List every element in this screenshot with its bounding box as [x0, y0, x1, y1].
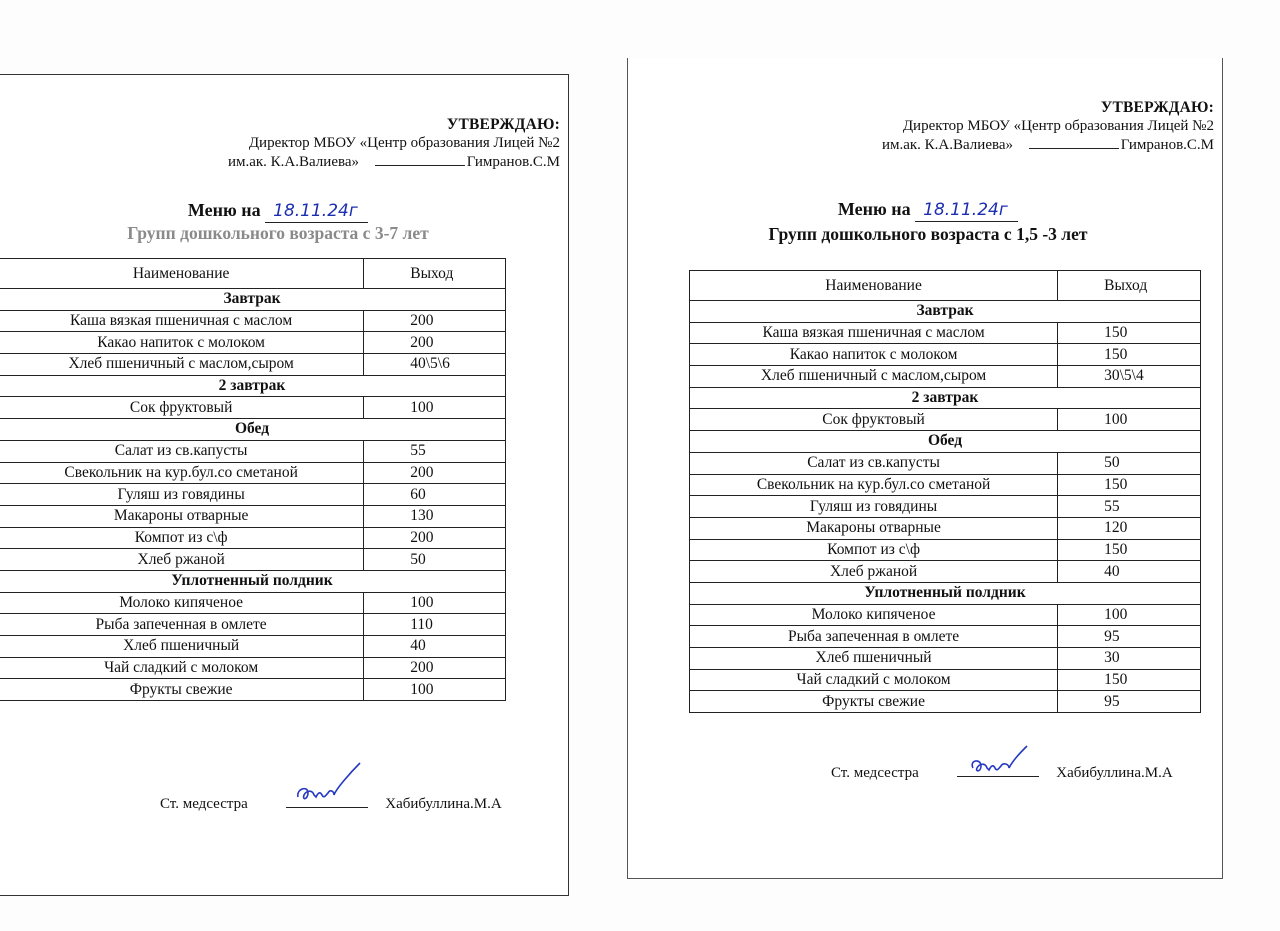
menu-table-body [0, 259, 506, 701]
dish-name: Хлеб пшеничный [0, 636, 364, 658]
dish-name: Макароны отварные [690, 517, 1058, 539]
dish-name: Хлеб пшеничный с маслом,сыром [690, 366, 1058, 388]
table-row [690, 409, 1201, 431]
table-row [0, 549, 506, 571]
dish-name: Молоко кипяченое [690, 604, 1058, 626]
dish-output: 100 [364, 679, 506, 701]
dish-output: 110 [364, 614, 506, 636]
dish-name: Гуляш из говядины [0, 484, 364, 506]
dish-name: Какао напиток с молоком [0, 332, 364, 354]
dish-name: Чай сладкий с молоком [690, 669, 1058, 691]
approval-director-line: Директор МБОУ «Центр образования Лицей №2 [248, 135, 560, 151]
section-title: 2 завтрак [690, 387, 1201, 409]
table-row [690, 474, 1201, 496]
table-row [690, 604, 1201, 626]
section-title: Обед [0, 419, 506, 441]
approval-director-name: Гимранов.С.М [466, 154, 560, 170]
approval-director-line: Директор МБОУ «Центр образования Лицей №2 [902, 118, 1214, 134]
handwritten-signature-icon [294, 759, 374, 809]
dish-output: 55 [1058, 496, 1201, 518]
table-row [690, 561, 1201, 583]
approval-director-name: Гимранов.С.М [1120, 137, 1214, 153]
dish-output: 150 [1058, 539, 1201, 561]
table-row [690, 496, 1201, 518]
table-row [0, 397, 506, 419]
table-row [690, 648, 1201, 670]
signature-block [160, 793, 502, 813]
dish-output: 50 [1058, 452, 1201, 474]
table-row [0, 527, 506, 549]
approval-heading: УТВЕРЖДАЮ: [446, 116, 560, 133]
table-row [0, 592, 506, 614]
signature-line [286, 793, 368, 808]
table-row [690, 539, 1201, 561]
dish-name: Гуляш из говядины [690, 496, 1058, 518]
dish-name: Сок фруктовый [690, 409, 1058, 431]
table-row [690, 366, 1201, 388]
dish-name: Компот из с\ф [690, 539, 1058, 561]
menu-label: Меню на [837, 199, 911, 219]
dish-name: Каша вязкая пшеничная с маслом [690, 322, 1058, 344]
dish-output: 150 [1058, 474, 1201, 496]
menu-date-title [0, 199, 558, 223]
dish-name: Хлеб пшеничный с маслом,сыром [0, 354, 364, 376]
dish-name: Компот из с\ф [0, 527, 364, 549]
dish-output: 120 [1058, 517, 1201, 539]
dish-output: 200 [364, 332, 506, 354]
dish-output: 40 [364, 636, 506, 658]
dish-name: Рыба запеченная в омлете [690, 626, 1058, 648]
section-row [0, 375, 506, 397]
dish-name: Хлеб ржаной [690, 561, 1058, 583]
dish-output: 150 [1058, 344, 1201, 366]
table-row [690, 344, 1201, 366]
menu-table [689, 270, 1201, 713]
column-header-name: Наименование [0, 259, 364, 289]
table-row [0, 354, 506, 376]
dish-name: Фрукты свежие [690, 691, 1058, 713]
dish-output: 50 [364, 549, 506, 571]
section-row [690, 387, 1201, 409]
column-header-output: Выход [364, 259, 506, 289]
table-row [0, 462, 506, 484]
signature-block [831, 762, 1173, 782]
menu-date-title [628, 198, 1228, 222]
table-row [0, 679, 506, 701]
dish-output: 200 [364, 657, 506, 679]
approval-heading: УТВЕРЖДАЮ: [1100, 99, 1214, 116]
approval-academy-name: им.ак. К.А.Валиева» [227, 154, 360, 170]
dish-name: Чай сладкий с молоком [0, 657, 364, 679]
table-row [0, 484, 506, 506]
dish-name: Фрукты свежие [0, 679, 364, 701]
section-title: Обед [690, 431, 1201, 453]
section-row [0, 570, 506, 592]
approval-block [882, 98, 1214, 155]
dish-name: Каша вязкая пшеничная с маслом [0, 310, 364, 332]
dish-output: 200 [364, 462, 506, 484]
dish-name: Молоко кипяченое [0, 592, 364, 614]
dish-output: 130 [364, 505, 506, 527]
signature-name: Хабибуллина.М.А [1056, 765, 1173, 781]
table-row [690, 517, 1201, 539]
table-row [690, 322, 1201, 344]
table-row [0, 310, 506, 332]
section-title: 2 завтрак [0, 375, 506, 397]
table-row [690, 691, 1201, 713]
signature-role: Ст. медсестра [160, 796, 248, 812]
menu-label: Меню на [187, 200, 261, 220]
dish-output: 100 [364, 397, 506, 419]
group-title: Групп дошкольного возраста с 1,5 -3 лет [768, 224, 1088, 244]
signature-name: Хабибуллина.М.А [385, 796, 502, 812]
dish-output: 200 [364, 310, 506, 332]
dish-name: Салат из св.капусты [690, 452, 1058, 474]
approval-name-line [882, 136, 1214, 155]
menu-sheet-left [0, 74, 569, 896]
approval-academy-name: им.ак. К.А.Валиева» [881, 137, 1014, 153]
table-header-row [690, 271, 1201, 301]
dish-output: 100 [1058, 409, 1201, 431]
handwritten-date: 18.11.24г [915, 199, 1018, 222]
signature-line [957, 762, 1039, 777]
dish-output: 40\5\6 [364, 354, 506, 376]
column-header-output: Выход [1058, 271, 1201, 301]
section-title: Уплотненный полдник [690, 582, 1201, 604]
dish-output: 60 [364, 484, 506, 506]
table-row [0, 440, 506, 462]
dish-name: Сок фруктовый [0, 397, 364, 419]
table-row [0, 505, 506, 527]
table-row [0, 657, 506, 679]
table-row [690, 669, 1201, 691]
dish-output: 100 [364, 592, 506, 614]
table-row [690, 626, 1201, 648]
dish-output: 150 [1058, 322, 1201, 344]
table-row [0, 332, 506, 354]
table-row [0, 614, 506, 636]
handwritten-signature-icon [965, 738, 1045, 778]
dish-name: Хлеб ржаной [0, 549, 364, 571]
group-title: Групп дошкольного возраста с 3-7 лет [127, 223, 429, 243]
table-row [690, 452, 1201, 474]
dish-output: 95 [1058, 691, 1201, 713]
dish-name: Макароны отварные [0, 505, 364, 527]
table-header-row [0, 259, 506, 289]
dish-output: 200 [364, 527, 506, 549]
section-title: Завтрак [0, 289, 506, 311]
section-row [690, 301, 1201, 323]
dish-output: 100 [1058, 604, 1201, 626]
menu-table [0, 258, 506, 701]
column-header-name: Наименование [690, 271, 1058, 301]
section-row [690, 582, 1201, 604]
dish-name: Свекольник на кур.бул.со сметаной [0, 462, 364, 484]
dish-name: Свекольник на кур.бул.со сметаной [690, 474, 1058, 496]
dish-output: 150 [1058, 669, 1201, 691]
approval-block [228, 115, 560, 172]
dish-output: 95 [1058, 626, 1201, 648]
menu-sheet-right [627, 58, 1223, 879]
section-row [690, 431, 1201, 453]
dish-name: Рыба запеченная в омлете [0, 614, 364, 636]
dish-output: 30\5\4 [1058, 366, 1201, 388]
section-title: Уплотненный полдник [0, 570, 506, 592]
table-row [0, 636, 506, 658]
section-row [0, 289, 506, 311]
section-title: Завтрак [690, 301, 1201, 323]
section-row [0, 419, 506, 441]
dish-name: Хлеб пшеничный [690, 648, 1058, 670]
signature-role: Ст. медсестра [831, 765, 919, 781]
dish-name: Салат из св.капусты [0, 440, 364, 462]
dish-output: 40 [1058, 561, 1201, 583]
dish-output: 55 [364, 440, 506, 462]
dish-name: Какао напиток с молоком [690, 344, 1058, 366]
approval-name-line [228, 153, 560, 172]
dish-output: 30 [1058, 648, 1201, 670]
handwritten-date: 18.11.24г [265, 200, 368, 223]
menu-table-body [690, 271, 1201, 713]
